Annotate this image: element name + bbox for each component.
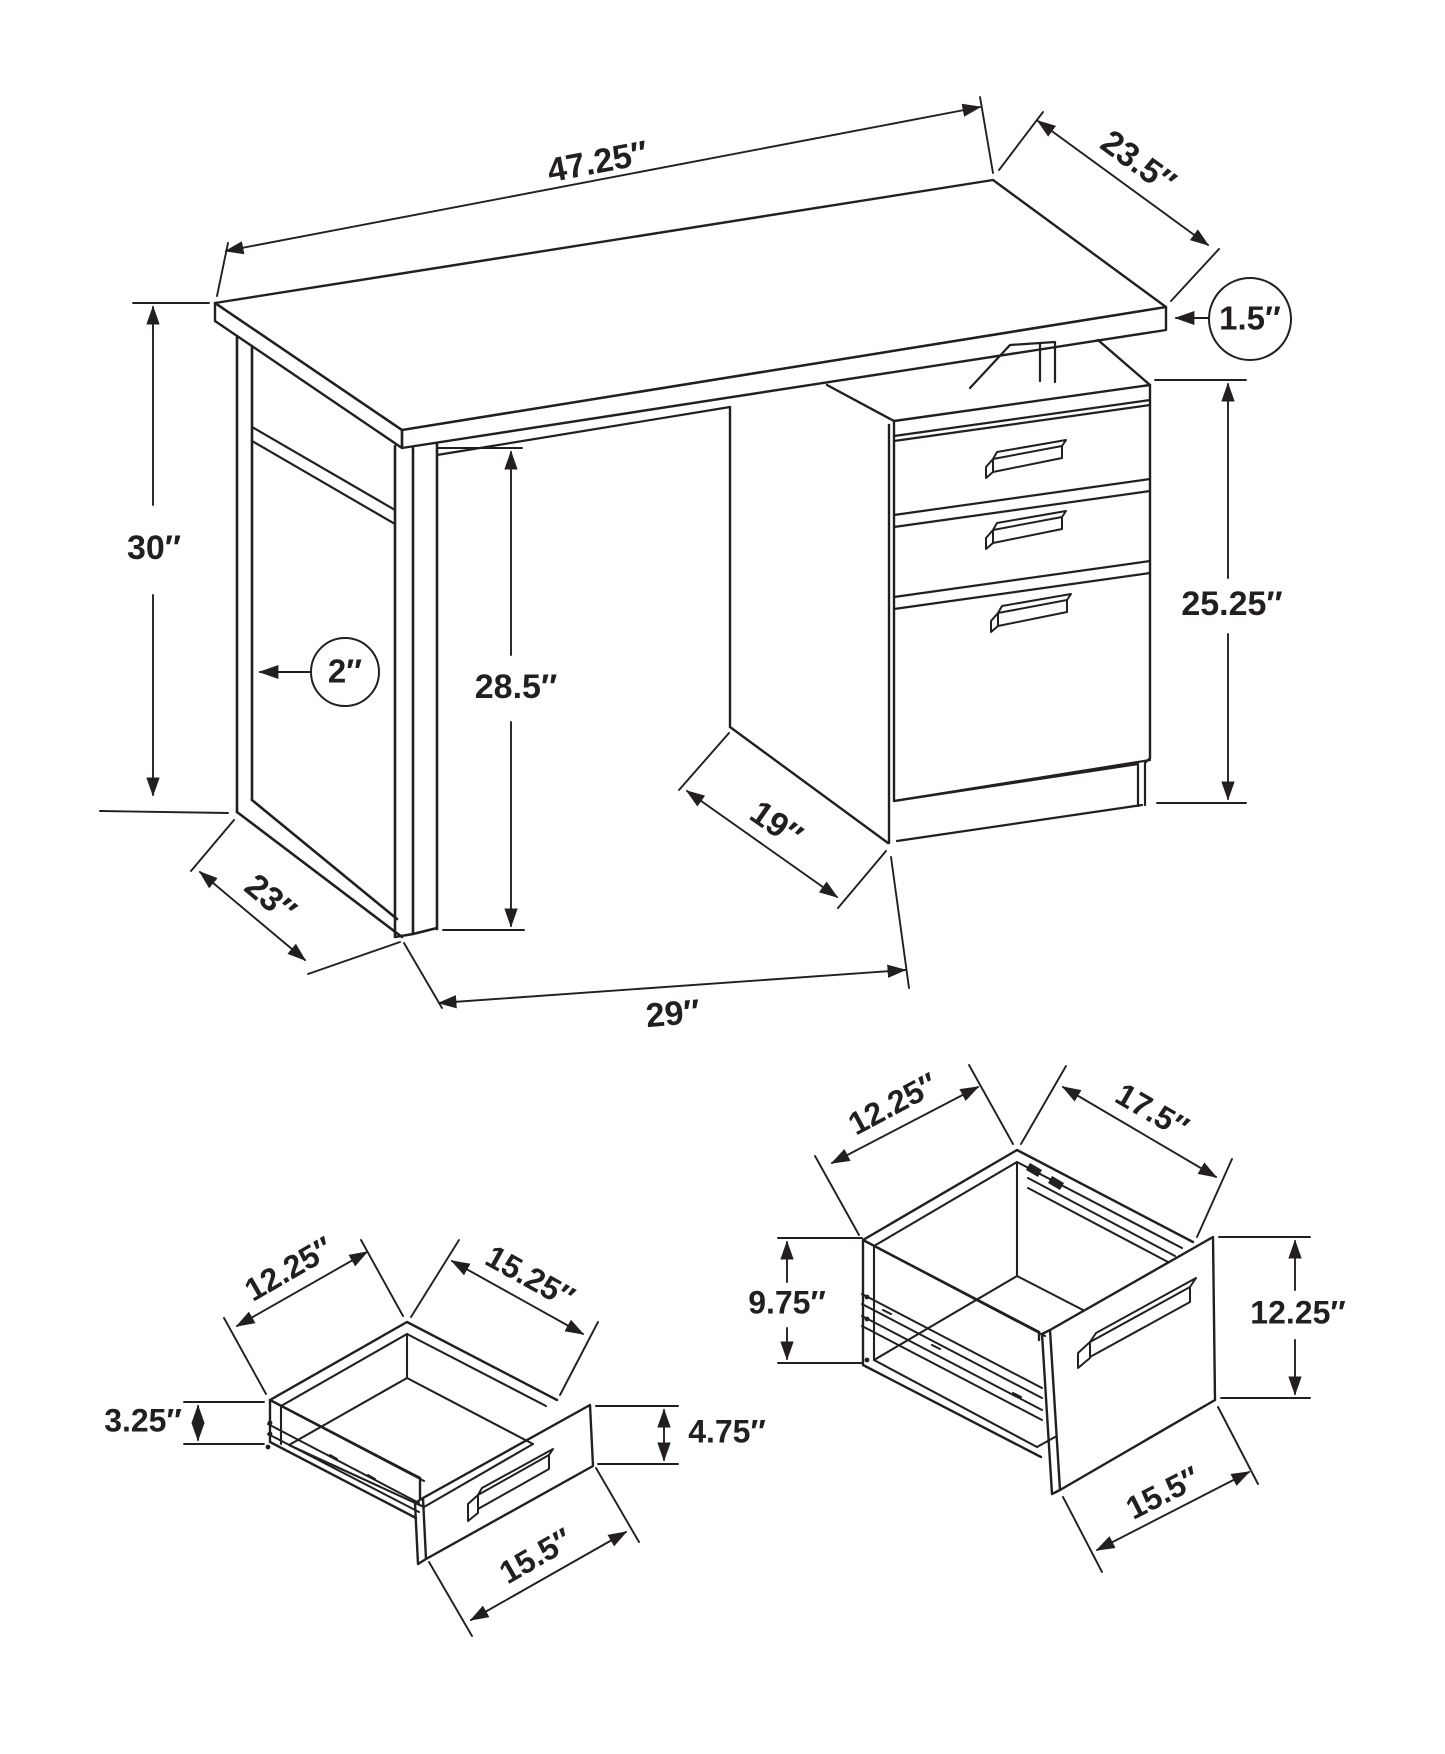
file-drawer-front-panel xyxy=(1042,1237,1215,1494)
file-drawer-figure xyxy=(748,1065,1346,1572)
dim-top-depth xyxy=(999,112,1219,301)
callout-leg-thickness-label: 2″ xyxy=(327,652,363,690)
drawer-handle-middle xyxy=(986,511,1066,549)
dim-file-width xyxy=(1021,1066,1232,1237)
dim-small-box-height-label: 3.25″ xyxy=(104,1402,182,1439)
dim-knee-clearance-label: 29″ xyxy=(644,992,702,1036)
dim-top-length-label: 47.25″ xyxy=(544,133,651,191)
file-drawer-inner-edges xyxy=(874,1162,1083,1447)
dim-cabinet-height-label: 25.25″ xyxy=(1181,584,1283,623)
dim-overall-height-label: 30″ xyxy=(126,528,182,567)
dim-overall-height xyxy=(100,303,228,813)
leg-back-post xyxy=(237,336,252,812)
dim-underdesk-clearance-label: 28.5″ xyxy=(474,667,558,706)
callout-leg-thickness xyxy=(260,638,379,706)
dim-small-depth-label: 12.25″ xyxy=(238,1229,340,1309)
drawer-handle-top xyxy=(986,440,1066,478)
dim-file-box-height-label: 9.75″ xyxy=(748,1284,826,1321)
dim-small-depth xyxy=(224,1229,403,1394)
dim-top-depth-label: 23.5″ xyxy=(1093,122,1183,202)
dim-top-length xyxy=(217,97,993,296)
leg-apron-band xyxy=(252,427,395,524)
dim-underdesk-clearance xyxy=(438,448,557,930)
callout-top-thickness xyxy=(1176,278,1291,360)
dim-file-front-height xyxy=(1219,1237,1346,1398)
small-drawer-rail-screws xyxy=(266,1421,273,1450)
dim-knee-clearance xyxy=(404,857,909,1035)
cabinet-side-edges xyxy=(730,407,894,843)
desk-drawer-cabinet xyxy=(730,340,1150,843)
dim-small-front-height-extensions xyxy=(596,1406,678,1464)
cabinet-handles xyxy=(986,440,1071,632)
dim-small-box-height xyxy=(104,1402,264,1444)
dim-knee-clearance-extensions xyxy=(404,857,909,1008)
small-drawer-figure xyxy=(104,1229,766,1636)
cabinet-front-face xyxy=(894,385,1150,758)
dim-small-box-height-extensions xyxy=(184,1402,264,1444)
small-drawer-box xyxy=(266,1322,593,1564)
dim-leg-depth-label: 23″ xyxy=(237,866,304,931)
dim-file-box-height xyxy=(748,1238,862,1363)
desk-top-front-face xyxy=(402,307,1166,448)
cabinet-toe-kick xyxy=(894,758,1150,841)
dim-small-front-width xyxy=(429,1468,639,1636)
cabinet-drawer-seams xyxy=(894,400,1150,801)
callout-top-thickness-label: 1.5″ xyxy=(1219,299,1281,337)
file-drawer-box xyxy=(862,1150,1215,1494)
dim-cabinet-height xyxy=(1155,380,1283,803)
dim-file-front-height-label: 12.25″ xyxy=(1250,1294,1346,1331)
file-drawer-left-wall xyxy=(863,1240,1041,1457)
file-drawer-handle xyxy=(1078,1278,1196,1368)
desk-figure xyxy=(100,97,1291,1035)
dim-small-front-height xyxy=(596,1406,766,1464)
drawer-handle-bottom xyxy=(991,594,1071,632)
desk-top-face xyxy=(215,180,1166,430)
leg-front-post xyxy=(395,444,437,937)
desk-top-left-face xyxy=(215,303,402,448)
desk-left-leg xyxy=(237,336,437,937)
dim-cabinet-depth xyxy=(679,733,886,908)
dim-small-width-label: 15.25″ xyxy=(479,1237,581,1316)
dim-small-front-height-label: 4.75″ xyxy=(688,1413,766,1450)
dim-file-width-label: 17.5″ xyxy=(1109,1075,1195,1146)
dim-small-front-width-label: 15.5″ xyxy=(493,1520,579,1591)
dim-file-depth-label: 12.25″ xyxy=(842,1065,944,1143)
dim-file-front-width-label: 15.5″ xyxy=(1120,1459,1206,1527)
small-drawer-handle xyxy=(468,1449,553,1521)
dim-cabinet-depth-label: 19″ xyxy=(743,793,810,856)
desk-top-slab xyxy=(215,180,1166,448)
